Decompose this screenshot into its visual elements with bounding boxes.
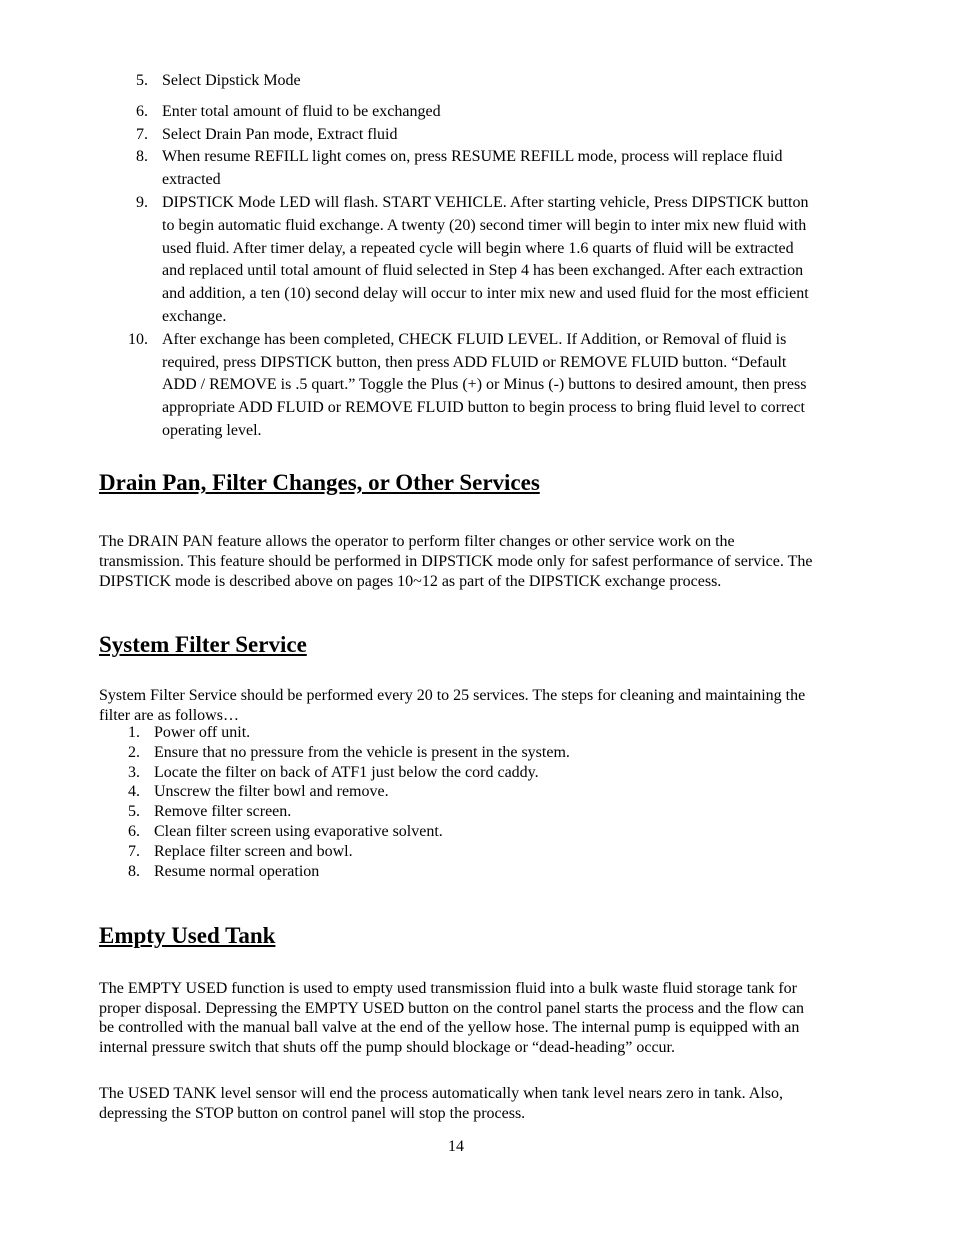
list-item — [0, 192, 954, 329]
list-item — [0, 723, 954, 743]
item-text: After exchange has been completed, CHECK FLUID LEVEL. If Addition, or Removal of fluid is required, press DIPSTICK button, then press ADD FLUID or REMOVE FLUID button. “Default ADD / REMOVE is .5 quart.” Toggle the Plus (+) or Minus (-) buttons to desired amount, then press appropriate ADD FLUID or REMOVE FLUID button to begin process to bring fluid level to correct operating level. — [162, 330, 807, 439]
item-text: Select Drain Pan mode, Extract fluid — [162, 125, 398, 143]
item-number: 2. — [128, 743, 140, 761]
exchange-steps-list — [0, 70, 954, 443]
item-text: Remove filter screen. — [154, 803, 292, 821]
item-number: 6. — [128, 822, 140, 840]
item-number: 7. — [128, 842, 140, 860]
item-text: Locate the filter on back of ATF1 just below the cord caddy. — [154, 763, 539, 781]
item-number: 5. — [128, 803, 140, 821]
item-text: DIPSTICK Mode LED will flash. START VEHICLE. After starting vehicle, Press DIPSTICK button to begin automatic fluid exchange. A twenty (20) second timer will begin to inter mix new fluid with used fluid. After timer delay, a repeated cycle will begin where 1.6 quarts of fluid will be extracted and replaced until total amount of fluid selected in Step 4 has been exchanged. After each extraction and addition, a ten (10) second delay will occur to inter mix new and used fluid for the most efficient exchange. — [162, 193, 809, 325]
item-number: 7. — [136, 125, 148, 143]
item-text: Unscrew the filter bowl and remove. — [154, 783, 389, 801]
section-heading-system-filter: System Filter Service — [99, 632, 307, 657]
item-number: 4. — [128, 783, 140, 801]
list-item — [0, 124, 954, 147]
empty-used-paragraph-1: The EMPTY USED function is used to empty used transmission fluid into a bulk waste fluid storage tank for proper disposal. Depressing the EMPTY USED button on the control panel starts the process and the flow can be controlled with the manual ball valve at the end of the yellow hose. The internal pump is equipped with an internal pressure switch that shuts off the pump should blockage or “dead-heading” occur. — [99, 980, 805, 1057]
list-item — [0, 802, 954, 822]
item-number: 8. — [128, 862, 140, 880]
item-text: Resume normal operation — [154, 862, 320, 880]
list-item — [0, 763, 954, 783]
system-filter-intro: System Filter Service should be performed every 20 to 25 services. The steps for cleaning and maintaining the filter are as follows… — [99, 687, 806, 724]
list-item — [0, 101, 954, 124]
item-number: 6. — [136, 102, 148, 120]
list-item — [0, 822, 954, 842]
list-item — [0, 329, 954, 443]
item-number: 10. — [128, 330, 148, 348]
list-item — [0, 782, 954, 802]
item-text: Replace filter screen and bowl. — [154, 842, 353, 860]
filter-steps-list — [0, 723, 954, 881]
item-text: When resume REFILL light comes on, press RESUME REFILL mode, process will replace fluid extracted — [162, 148, 783, 189]
page-number: 14 — [448, 1138, 464, 1155]
section-heading-empty-used: Empty Used Tank — [99, 923, 276, 948]
item-text: Select Dipstick Mode — [162, 72, 301, 89]
item-text: Power off unit. — [154, 724, 251, 741]
item-number: 3. — [128, 763, 140, 781]
list-item — [0, 862, 954, 882]
item-number: 1. — [128, 724, 140, 741]
empty-used-paragraph-2: The USED TANK level sensor will end the process automatically when tank level nears zero in tank. Also, depressing the STOP button on control panel will stop the process. — [99, 1085, 784, 1122]
drain-pan-paragraph: The DRAIN PAN feature allows the operator to perform filter changes or other service work on the transmission. This feature should be performed in DIPSTICK mode only for safest performance of service. The DIPSTICK mode is described above on pages 10~12 as part of the DIPSTICK exchange process. — [99, 533, 813, 590]
item-text: Enter total amount of fluid to be exchanged — [162, 102, 441, 120]
item-text: Clean filter screen using evaporative solvent. — [154, 822, 443, 840]
item-number: 8. — [136, 148, 148, 166]
list-item — [0, 146, 954, 192]
item-number: 9. — [136, 193, 148, 211]
list-item — [0, 842, 954, 862]
item-number: 5. — [136, 72, 148, 89]
list-item — [0, 70, 954, 93]
item-text: Ensure that no pressure from the vehicle is present in the system. — [154, 743, 570, 761]
list-item — [0, 743, 954, 763]
section-heading-drain-pan: Drain Pan, Filter Changes, or Other Services — [99, 470, 540, 495]
